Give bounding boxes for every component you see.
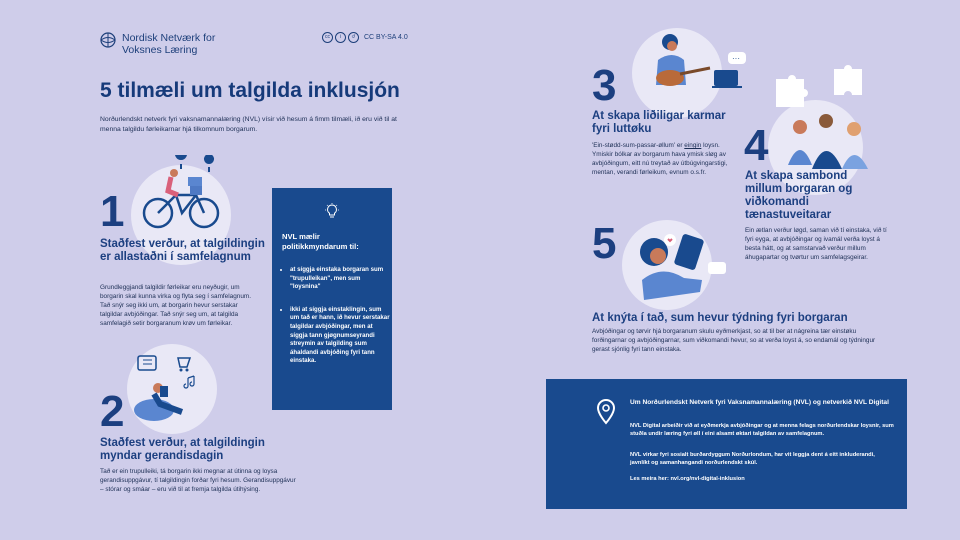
sa-icon: ↺ xyxy=(348,32,359,43)
license-badge xyxy=(322,32,408,43)
rec-number-5: 5 xyxy=(592,219,617,268)
rec-body-4: Ein ætlan verður løgd, saman við tí einstaka, við tí fyri eyga, at avbjóðingar og ivamál verða loyst á besta hátt, og at samstarvað verður millum áhugapartar og tvørtur um samfelagsgeirar. xyxy=(745,227,887,261)
rec-heading-4: At skapa sambond millum borgaran og viðkomandi tænastuveitarar xyxy=(745,170,853,221)
org-name-line1: Nordisk Netværk for xyxy=(122,32,216,44)
phone-user-illustration-icon xyxy=(622,220,742,310)
rec-number-1: 1 xyxy=(100,187,125,236)
guitar-player-illustration-icon xyxy=(632,30,752,100)
policy-list xyxy=(280,266,390,380)
rec-body-2: Tað er ein trupulleiki, tá borgarin ikki megnar at útinna og loysa gerandisuppgávur, tí talgildingin forðar fyri hesum. Gerandisuppgávur – stórar og smáar – eru við til at fremja talgilda útihýsing. xyxy=(100,468,296,493)
about-title: Um Norðurlendskt Netverk fyri Vaksnamannalæring (NVL) og netverkið NVL Digital xyxy=(630,399,889,406)
license-text: CC BY-SA 4.0 xyxy=(364,34,408,41)
org-logo xyxy=(100,32,252,56)
location-pin-icon xyxy=(596,399,616,425)
org-name-line2: Voksnes Læring xyxy=(122,44,198,56)
lightbulb-icon xyxy=(324,203,340,219)
svg-text:···: ··· xyxy=(732,54,740,63)
relaxing-person-illustration-icon xyxy=(130,352,210,424)
cc-icon: cc xyxy=(322,32,333,43)
rec-body-5: Avbjóðingar og tørvir hjá borgaranum skulu eyðmerkjast, so at til ber at nágreina tær einstøku forðingarnar og avbjóðingarnar, sum viðkomandi hevur, so at verða loyst á, so endamál og týdningur gerast sjónlig fyri tann einstaka. xyxy=(592,328,876,353)
by-icon: i xyxy=(335,32,346,43)
rec-number-2: 2 xyxy=(100,387,125,436)
policy-item-2: • ikki at síggja einstaklingin, sum um tað er hann, ið hevur serstakar talgildar avbjóðingar, men at síggja tann gjøgnumseyrandi streymin av talgilding sum áhaldandi avbjóðing fyri tann einstaka. xyxy=(290,306,390,366)
policy-heading: NVL mælir politikkmyndarum til: xyxy=(282,232,359,251)
about-para-2: NVL virkar fyri sosialt burðardyggum Norðurlondum, har vit leggja dent á eitt inkluderandi, javnlíkt og samanhangandi norðurlendskt skúl. xyxy=(630,452,875,466)
about-link[interactable]: Les meira her: nvl.org/nvl-digital-inklusion xyxy=(630,476,745,482)
rec-heading-2: Staðfest verður, at talgildingin myndar gerandisdagin xyxy=(100,437,265,462)
rec-body-3 xyxy=(592,141,734,177)
rec-body-3-underline: eingin xyxy=(684,142,702,149)
page-title: 5 tilmæli um talgilda inklusjón xyxy=(100,79,400,102)
rec-body-3-quote: 'Ein-stødd-sum-passar-øllum' er xyxy=(592,142,683,149)
rec-body-1: Grundleggjandi talgildir førleikar eru neyðugir, um borgarin skal kunna virka og flyta seg í samfelagnum. Tað snýr seg ikki um, at borgarin hevur serstakar talgildar avbjóðingar. Tað snýr seg um, at talgilda samfelagið setir borgaranum krøv um førleikar. xyxy=(100,284,251,327)
rec-heading-5: At knýta í tað, sum hevur týdning fyri borgaran xyxy=(592,312,848,324)
intro-text: Norðurlendskt netverk fyri vaksnamannalæring (NVL) vísir við hesum á fimm tilmæli, ið eru við til at menna talgildu førleikarnar hjá tilkomnum borgarum. xyxy=(100,116,397,133)
globe-logo-icon xyxy=(100,32,116,48)
rec-body-3-rest: loysn. Ymiskir bólkar av borgarum hava ymisk sløg av avbjóðingum, eitt nú treytað av útbúgvingarstigi, mentan, verandi førleikum, evnum o.s.fr. xyxy=(592,142,728,176)
cyclist-illustration-icon xyxy=(138,155,228,230)
policy-item-1: • at síggja einstaka borgaran sum "trupulleikan", men sum "loysnina" xyxy=(290,266,390,292)
about-box xyxy=(546,379,907,509)
policy-box xyxy=(272,188,392,410)
rec-heading-1: Staðfest verður, at talgildingin er allastaðni í samfelagnum xyxy=(100,238,265,263)
rec-number-4: 4 xyxy=(744,121,769,170)
rec-number-3: 3 xyxy=(592,61,617,110)
rec-heading-3: At skapa liðiligar karmar fyri luttøku xyxy=(592,110,726,135)
about-para-1: NVL Digital arbeiðir við at eyðmerkja avbjóðingar og at menna felags norðurlendskar loysnir, sum stuðla undir læring fyri øll í eini alsamt øktari talgildan av samfelagnum. xyxy=(630,423,894,437)
puzzle-people-illustration-icon xyxy=(768,65,878,175)
